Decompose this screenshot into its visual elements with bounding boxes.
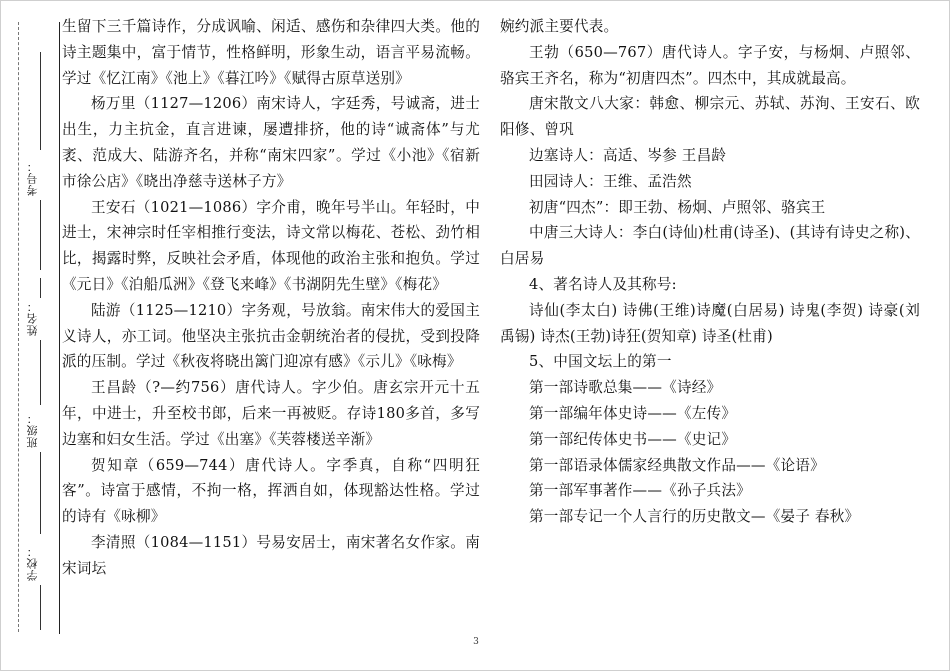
paragraph-bai-juyi-continued: 生留下三千篇诗作，分成讽喻、闲适、感伤和杂律四大类。他的诗主题集中，富于情节，性格鲜明，形象生动，语言平易流畅。学过《忆江南》《池上》《暮江吟》《赋得古原草送别》 (62, 18, 480, 87)
school-label: 学校： (26, 545, 39, 581)
list-item: 第一部语录体儒家经典散文作品——《论语》 (529, 456, 825, 474)
binding-dashed-line (18, 22, 19, 632)
class-tail-line (40, 452, 41, 534)
exam-no-tail-line (40, 200, 41, 270)
paragraph-li-qingzhao: 李清照（1084—1151）号易安居士，南宋著名女作家。南宋词坛 (62, 533, 480, 577)
paragraph-wang-changling: 王昌龄（?—约756）唐代诗人。字少伯。唐玄宗开元十五年，中进士，升至校书郎，后来一再被贬。存诗180多首，多写边塞和妇女生活。学过《出塞》《芙蓉楼送辛渐》 (62, 379, 480, 448)
paragraph-wang-anshi: 王安石（1021—1086）字介甫，晚年号半山。年轻时，中进士，宋神宗时任宰相推行变法，诗文常以梅花、苍松、劲竹相比，揭露时弊，反映社会矛盾，体现他的政治主张和抱负。学过《元日》《泊船瓜洲》《登飞来峰》《书湖阴先生壁》《梅花》 (62, 198, 480, 293)
binding-cut-line (59, 22, 60, 634)
binding-strip (0, 0, 62, 671)
list-item: 第一部纪传体史书——《史记》 (529, 430, 737, 448)
paragraph-he-zhizhang: 贺知章（659—744）唐代诗人。字季真，自称“四明狂客”。诗富于感情，不拘一格，挥洒自如，体现豁达性格。学过的诗有《咏柳》 (62, 456, 480, 526)
list-item: 第一部军事著作——《孙子兵法》 (529, 482, 751, 500)
paragraph-three-poets: 中唐三大诗人：李白(诗仙)杜甫(诗圣)、(其诗有诗史之称)、白居易 (500, 224, 920, 268)
paragraph-pastoral-poets: 田园诗人：王维、孟浩然 (529, 172, 692, 190)
right-column (500, 14, 920, 530)
page-number: 3 (473, 637, 479, 647)
left-column (62, 14, 480, 582)
section-heading-firsts: 5、中国文坛上的第一 (529, 353, 672, 371)
list-item: 第一部诗歌总集——《诗经》 (529, 379, 722, 397)
paragraph-wang-bo: 王勃（650—767）唐代诗人。字子安，与杨炯、卢照邻、骆宾王齐名，称为“初唐四杰”。四杰中，其成就最高。 (500, 43, 920, 87)
section-heading-poet-titles: 4、著名诗人及其称号: (529, 275, 677, 293)
paragraph-li-qingzhao-continued: 婉约派主要代表。 (500, 18, 619, 35)
name-line (40, 278, 41, 298)
paragraph-eight-masters: 唐宋散文八大家：韩愈、柳宗元、苏轼、苏洵、王安石、欧阳修、曾巩 (500, 95, 920, 139)
list-item: 第一部专记一个人言行的历史散文—《晏子 春秋》 (529, 508, 860, 526)
class-label: 班级： (26, 412, 39, 448)
school-tail-line (40, 585, 41, 630)
exam-no-line (40, 52, 41, 150)
paragraph-poet-titles: 诗仙(李太白) 诗佛(王维)诗魔(白居易) 诗鬼(李贺) 诗豪(刘禹锡) 诗杰(王勃)诗狂(贺知章) 诗圣(杜甫) (500, 301, 920, 345)
paragraph-lu-you: 陆游（1125—1210）字务观，号放翁。南宋伟大的爱国主义诗人，亦工词。他坚决主张抗击金朝统治者的侵扰，受到投降派的压制。学过《秋夜将晓出篱门迎凉有感》《示儿》《咏梅》 (62, 301, 480, 371)
paragraph-four-greats: 初唐“四杰”：即王勃、杨炯、卢照邻、骆宾王 (529, 198, 826, 216)
paragraph-frontier-poets: 边塞诗人：高适、岑参 王昌龄 (529, 146, 727, 164)
exam-no-label: 考号： (26, 160, 39, 196)
name-tail-line (40, 340, 41, 405)
list-item: 第一部编年体史诗——《左传》 (529, 404, 737, 422)
paragraph-yang-wanli: 杨万里（1127—1206）南宋诗人，字廷秀，号诚斋，进士出生，力主抗金，直言进谏，屡遭排挤，他的诗“诚斋体”与尤袤、范成大、陆游齐名，并称“南宋四家”。学过《小池》《宿新市徐公店》《晓出净慈寺送林子方》 (62, 95, 480, 190)
name-label: 姓名： (26, 300, 39, 336)
